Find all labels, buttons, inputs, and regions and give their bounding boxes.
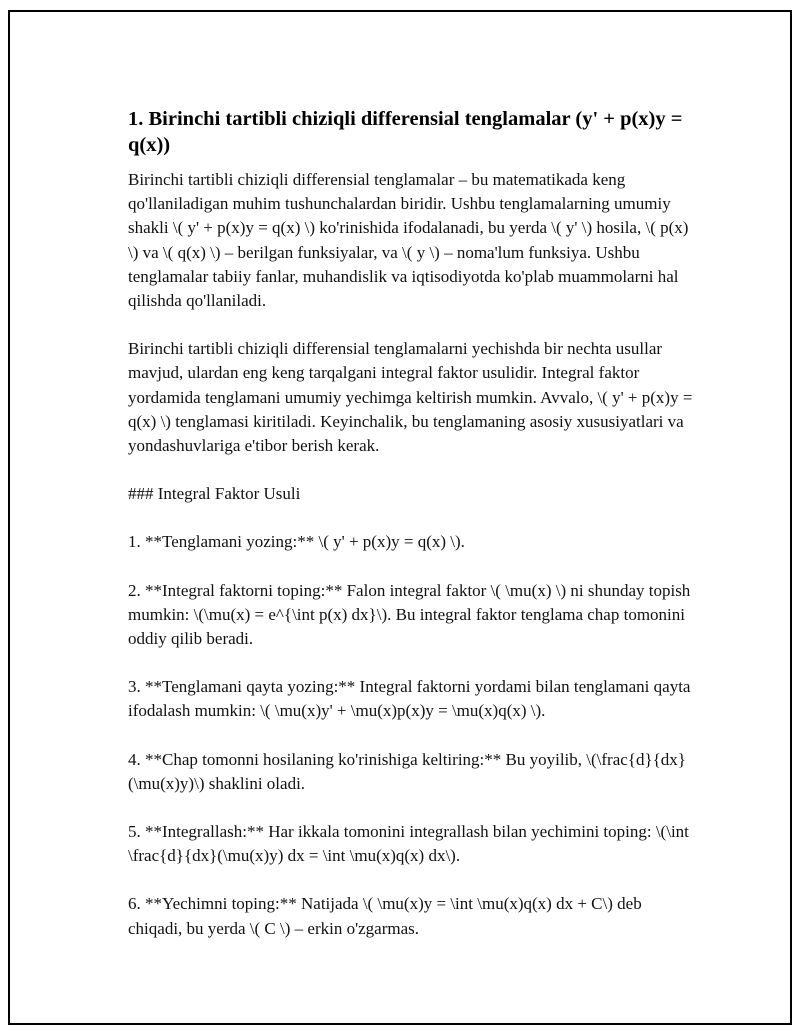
step-5: 5. **Integrallash:** Har ikkala tomonini integrallash bilan yechimini toping: \(\int \frac{d}{dx}(\mu(x)y) dx = \int \mu(x)q(x) dx\). xyxy=(128,822,689,866)
intro-paragraph: Birinchi tartibli chiziqli differensial tenglamalar – bu matematikada keng qo'llaniladigan muhim tushunchalardan biridir. Ushbu tenglamalarning umumiy shakli \( y' + p(x)y = q(x) \) ko'rinishida ifodalanadi, bu yerda \( y' \) hosila, \( p(x) \) va \( q(x) \) – berilgan funksiyalar, va \( y \) – noma'lum funksiya. Ushbu tenglamalar tabiiy fanlar, muhandislik va iqtisodiyotda ko'plab muammolarni hal qilishda qo'llaniladi. xyxy=(128,170,689,311)
document-body xyxy=(128,106,700,965)
step-6: 6. **Yechimni toping:** Natijada \( \mu(x)y = \int \mu(x)q(x) dx + C\) deb chiqadi, bu yerda \( C \) – erkin o'zgarmas. xyxy=(128,894,642,938)
step-4: 4. **Chap tomonni hosilaning ko'rinishiga keltiring:** Bu yoyilib, \(\frac{d}{dx}(\mu(x)y)\) shaklini oladi. xyxy=(128,749,686,793)
page-frame xyxy=(8,10,792,1025)
step-3: 3. **Tenglamani qayta yozing:** Integral faktorni yordami bilan tenglamani qayta ifodalash mumkin: \( \mu(x)y' + \mu(x)p(x)y = \mu(x)q(x) \). xyxy=(128,677,691,721)
page-title: 1. Birinchi tartibli chiziqli differensial tenglamalar (y' + p(x)y = q(x)) xyxy=(128,108,683,156)
step-1: 1. **Tenglamani yozing:** \( y' + p(x)y = q(x) \). xyxy=(128,532,465,552)
methods-paragraph: Birinchi tartibli chiziqli differensial tenglamalarni yechishda bir nechta usullar mavjud, ulardan eng keng tarqalgani integral faktor usulidir. Integral faktor yordamida tenglamani umumiy yechimga keltirish mumkin. Avvalo, \( y' + p(x)y = q(x) \) tenglamasi kiritiladi. Keyinchalik, bu tenglamaning asosiy xususiyatlari va yondashuvlariga e'tibor berish kerak. xyxy=(128,339,693,456)
section-heading-integral-factor: ### Integral Faktor Usuli xyxy=(128,484,301,504)
step-2: 2. **Integral faktorni toping:** Falon integral faktor \( \mu(x) \) ni shunday topish mumkin: \(\mu(x) = e^{\int p(x) dx}\). Bu integral faktor tenglama chap tomonini oddiy qilib beradi. xyxy=(128,580,691,649)
